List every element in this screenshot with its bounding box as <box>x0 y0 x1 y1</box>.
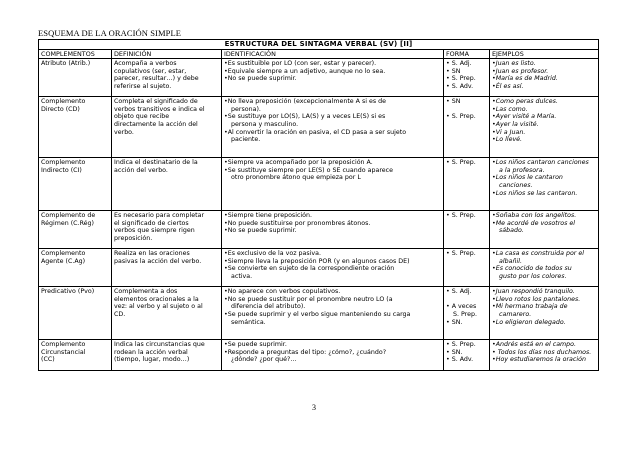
text-line: •Las como. <box>492 105 528 113</box>
identification-cell <box>222 287 444 340</box>
text-line: •Soñaba con los angelitos. <box>492 212 577 220</box>
text-line: Complementa a dos <box>114 288 178 296</box>
column-headers <box>39 49 599 59</box>
text-line: verbos que siempre rigen <box>114 227 195 235</box>
text-line: •La casa es construida por el <box>492 250 585 258</box>
examples-cell <box>490 158 599 211</box>
examples-cell <box>490 249 599 287</box>
text-line: •Al convertir la oración en pasiva, el CD pasa a ser sujeto <box>224 128 407 136</box>
table-title: ESTRUCTURA DEL SINTAGMA VERBAL (SV) [II] <box>39 40 599 50</box>
text-line: • SN. <box>446 318 463 326</box>
text-line: •Me acordé de vosotros el <box>492 219 576 227</box>
complement-name-cell <box>39 158 112 211</box>
text-line: •Es exclusivo de la voz pasiva. <box>224 250 322 258</box>
text-line: •Hoy estudiaremos la oración <box>492 356 586 364</box>
column-header: FORMA <box>444 49 490 59</box>
text-line: a la profesora. <box>499 166 545 174</box>
text-line: • S. Prep. <box>446 212 476 220</box>
text-line: • S. Adv. <box>446 356 474 364</box>
complement-name: Complemento <box>41 159 86 167</box>
text-line: •Se sustituye siempre por LE(S) o SE cuando aparece <box>224 166 393 174</box>
text-line: S. Prep. <box>453 310 478 318</box>
document-header: ESQUEMA DE LA ORACIÓN SIMPLE <box>38 29 598 40</box>
text-line: •No puede sustituirse por pronombres átonos. <box>224 219 371 227</box>
text-line: albañil. <box>499 257 522 265</box>
table-row <box>39 211 599 249</box>
text-line: • SN. <box>446 348 463 356</box>
column-header: DEFINICIÓN <box>112 49 222 59</box>
text-line: rodean la acción verbal <box>114 348 188 356</box>
text-line: • S. Prep. <box>446 159 476 167</box>
text-line: •Equivale siempre a un adjetivo, aunque no lo sea. <box>224 67 386 75</box>
text-line: •Juan respondió tranquilo. <box>492 288 575 296</box>
forma-cell <box>444 340 490 371</box>
text-line: •Se puede suprimir y el verbo sigue manteniendo su carga <box>224 310 411 318</box>
text-line <box>446 106 487 114</box>
text-line: •No se puede sustituir por el pronombre neutro LO (a <box>224 295 393 303</box>
table-row <box>39 158 599 211</box>
text-line: CD. <box>114 310 126 318</box>
text-line: Completa el significado de <box>114 98 198 106</box>
text-line: Indica las circunstancias que <box>114 341 205 349</box>
text-line: verbo. <box>114 128 134 136</box>
examples-cell <box>490 59 599 97</box>
text-line: •Los niños le cantaron <box>492 174 563 182</box>
syntax-table <box>38 39 599 371</box>
complement-name: Complemento <box>41 250 86 258</box>
text-line: pasivas la acción del verbo. <box>114 257 202 265</box>
table-row <box>39 97 599 158</box>
text-line: •Es sustituible por LO (con ser, estar y parecer). <box>224 60 377 68</box>
complement-name-cell <box>39 59 112 97</box>
identification-cell <box>222 59 444 97</box>
text-line: canciones. <box>499 181 533 189</box>
complement-name: Agente (C.Ag) <box>41 257 86 265</box>
column-header: IDENTIFICACIÓN <box>222 49 444 59</box>
forma-cell <box>444 211 490 249</box>
complement-name: Complemento de <box>41 212 96 220</box>
identification-cell <box>222 340 444 371</box>
identification-cell <box>222 249 444 287</box>
definition-cell <box>112 97 222 158</box>
text-line: Realiza en las oraciones <box>114 250 190 258</box>
identification-cell <box>222 211 444 249</box>
forma-cell <box>444 249 490 287</box>
text-line: •Los niños cantaron canciones <box>492 159 589 167</box>
text-line: •Juan es profesor. <box>492 67 549 75</box>
complement-name: Régimen (C.Rég) <box>41 219 94 227</box>
text-line: •Siempre tiene preposición. <box>224 212 313 220</box>
text-line: •Mi hermano trabaja de <box>492 303 568 311</box>
text-line: referirse al sujeto. <box>114 82 172 90</box>
definition-cell <box>112 249 222 287</box>
text-line: activa. <box>231 272 253 280</box>
text-line: •No se puede suprimir. <box>224 227 297 235</box>
page-number: 3 <box>312 403 316 412</box>
complement-name: Predicativo (Pvo) <box>41 288 95 296</box>
text-line: vez: al verbo y al sujeto o al <box>114 303 203 311</box>
text-line: •Siempre va acompañado por la preposición A. <box>224 159 373 167</box>
complement-name-cell <box>39 97 112 158</box>
complement-name: Indirecto (CI) <box>41 166 82 174</box>
complement-name: (CC) <box>41 356 55 364</box>
text-line: •Lo llevé. <box>492 136 523 144</box>
text-line: verbos transitivos e indica el <box>114 105 205 113</box>
forma-cell <box>444 59 490 97</box>
text-line: diferencia del atributo). <box>231 303 306 311</box>
text-line: •Él es así. <box>492 82 524 90</box>
text-line: acción del verbo. <box>114 166 168 174</box>
table-row <box>39 340 599 371</box>
text-line: ¿dónde? ¿por qué?… <box>231 356 297 364</box>
text-line: el significado de ciertos <box>114 219 189 227</box>
text-line: •Llevo rotos los pantalones. <box>492 295 581 303</box>
text-line: •Juan es listo. <box>492 60 536 68</box>
text-line: •Los niños se las cantaron. <box>492 189 578 197</box>
text-line <box>446 296 487 304</box>
text-line: •Vi a Juan. <box>492 128 526 136</box>
definition-cell <box>112 340 222 371</box>
text-line: objeto que recibe <box>114 113 170 121</box>
text-line: camarero. <box>499 310 532 318</box>
identification-cell <box>222 97 444 158</box>
text-line: elementos oracionales a la <box>114 295 199 303</box>
complement-name: Atributo (Atrib.) <box>41 60 91 68</box>
text-line: •Andrés está en el campo. <box>492 341 577 349</box>
text-line: •Se puede suprimir. <box>224 341 287 349</box>
text-line: sábado. <box>499 227 524 235</box>
text-line: •Se sustituye por LO(S), LA(S) y a veces LE(S) si es <box>224 113 386 121</box>
text-line: directamente la acción del <box>114 120 198 128</box>
text-line: • S. Prep. <box>446 75 476 83</box>
complement-name-cell <box>39 287 112 340</box>
complement-name: Complemento <box>41 341 86 349</box>
text-line: • Todos los días nos duchamos. <box>492 348 592 356</box>
text-line: • S. Prep. <box>446 341 476 349</box>
text-line: •No lleva preposición (excepcionalmente A si es de <box>224 98 387 106</box>
complement-name-cell <box>39 211 112 249</box>
examples-cell <box>490 287 599 340</box>
table-row <box>39 59 599 97</box>
text-line: •Se convierte en sujeto de la correspondiente oración <box>224 265 395 273</box>
definition-cell <box>112 287 222 340</box>
text-line: •Lo eligieron delegado. <box>492 318 566 326</box>
text-line: • S. Adv. <box>446 82 474 90</box>
definition-cell <box>112 59 222 97</box>
text-line: •Responde a preguntas del tipo: ¿cómo?, ¿cuándo? <box>224 348 387 356</box>
text-line: otro pronombre átono que empieza por L <box>231 174 361 182</box>
text-line: • SN <box>446 67 461 75</box>
text-line: Acompaña a verbos <box>114 60 177 68</box>
column-header: EJEMPLOS <box>490 49 599 59</box>
complement-name: Complemento <box>41 98 86 106</box>
text-line: paciente. <box>231 136 261 144</box>
examples-cell <box>490 211 599 249</box>
text-line: (tiempo, lugar, modo…) <box>114 356 190 364</box>
text-line: • A veces <box>446 303 477 311</box>
column-header: COMPLEMENTOS <box>39 49 112 59</box>
definition-cell <box>112 211 222 249</box>
text-line: •Ayer la visité. <box>492 120 539 128</box>
text-line: Indica el destinatario de la <box>114 159 198 167</box>
text-line: semántica. <box>231 318 266 326</box>
text-line: •María es de Madrid. <box>492 75 558 83</box>
text-line: • S. Adj. <box>446 288 472 296</box>
text-line: •Siempre lleva la preposición POR (y en algunos casos DE) <box>224 257 410 265</box>
identification-cell <box>222 158 444 211</box>
text-line: Es necesario para completar <box>114 212 205 220</box>
forma-cell <box>444 287 490 340</box>
complement-name: Directo (CD) <box>41 105 80 113</box>
text-line: • S. Prep. <box>446 250 476 258</box>
table-row <box>39 287 599 340</box>
complement-name-cell <box>39 340 112 371</box>
text-line: •Es conocido de todos su <box>492 265 572 273</box>
text-line: •Como peras dulces. <box>492 98 558 106</box>
table-row <box>39 249 599 287</box>
text-line: copulativos (ser, estar, <box>114 67 187 75</box>
complement-name-cell <box>39 249 112 287</box>
text-line: •No se puede suprimir. <box>224 75 297 83</box>
forma-cell <box>444 158 490 211</box>
text-line: •Ayer visité a María. <box>492 113 557 121</box>
examples-cell <box>490 97 599 158</box>
text-line: parecer, resultar…) y debe <box>114 75 199 83</box>
text-line: persona). <box>231 105 261 113</box>
examples-cell <box>490 340 599 371</box>
text-line: persona y masculino. <box>231 120 299 128</box>
text-line: preposición. <box>114 234 153 242</box>
definition-cell <box>112 158 222 211</box>
text-line: gusto por los colores. <box>499 272 567 280</box>
text-line: • S. Adj. <box>446 60 472 68</box>
complement-name: Circunstancial <box>41 348 86 356</box>
text-line: •No aparece con verbos copulativos. <box>224 288 341 296</box>
text-line: • S. Prep. <box>446 113 476 121</box>
text-line: • SN <box>446 98 461 106</box>
forma-cell <box>444 97 490 158</box>
